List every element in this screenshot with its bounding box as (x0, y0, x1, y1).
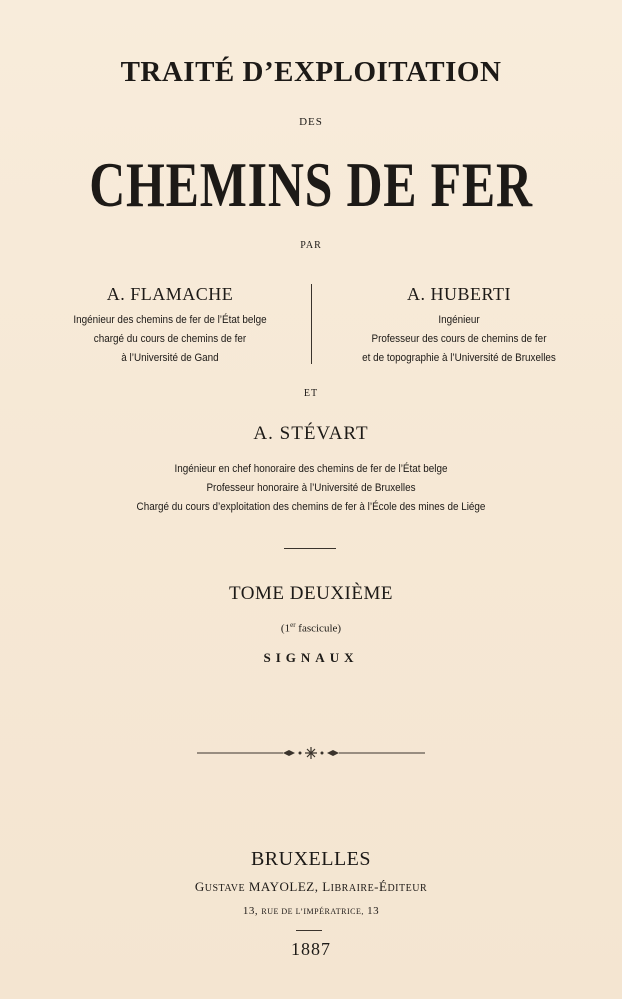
address-number: 13 (367, 905, 380, 917)
volume-title: TOME DEUXIÈME (229, 583, 393, 604)
address-number: 13, (242, 905, 259, 917)
by-label: PAR (300, 240, 322, 251)
and-label: ET (303, 388, 319, 399)
fascicle-superscript: er (290, 621, 296, 629)
author-name: A. FLAMACHE (106, 284, 234, 304)
author-huberti (325, 284, 593, 368)
fascicle-label: (1er fascicule) (280, 621, 342, 635)
imprint-rule (296, 930, 322, 931)
author-stevart-credentials (0, 460, 622, 517)
author-divider (311, 284, 312, 364)
fascicle-number: 1 (284, 622, 291, 635)
author-credential: Professeur des cours de chemins de fer (371, 333, 547, 345)
imprint-year: 1887 (291, 939, 331, 959)
section-rule (284, 548, 336, 549)
address-street: RUE DE L’IMPÉRATRICE, (261, 907, 364, 916)
imprint-publisher (0, 879, 622, 895)
author-credential: chargé du cours de chemins de fer (93, 333, 247, 345)
title-connector: DES (299, 116, 323, 128)
title-line-2: CHEMINS DE FER (89, 149, 533, 220)
author-credential: Ingénieur en chef honoraire des chemins de fer de l’État belge (174, 463, 448, 475)
author-stevart-name: A. STÉVART (253, 423, 369, 444)
author-flamache (40, 284, 300, 368)
author-credential: Chargé du cours d’exploitation des chemins de fer à l’École des mines de Liége (136, 501, 486, 513)
ornament-divider-icon (197, 745, 425, 761)
publisher-surname: MAYOLEZ, (248, 879, 319, 894)
publisher-role2: DITEUR (387, 883, 428, 894)
publisher-initial: G (194, 879, 205, 894)
author-credential: Professeur honoraire à l’Université de Bruxelles (206, 482, 416, 494)
publisher-role2-initial: -É (374, 879, 388, 894)
publisher-firstname: USTAVE (204, 883, 246, 894)
publisher-role-initial: L (322, 879, 331, 894)
author-credential: à l’Université de Gand (121, 352, 219, 364)
fascicle-text: fascicule (298, 622, 338, 635)
author-name: A. HUBERTI (407, 284, 511, 304)
title-line-1: TRAITÉ D’EXPLOITATION (120, 56, 502, 88)
author-credential: Ingénieur (438, 314, 480, 326)
subject-title: SIGNAUX (263, 650, 359, 665)
author-credential: et de topographie à l’Université de Bruxelles (362, 352, 556, 364)
imprint-address (0, 905, 622, 917)
author-credential: Ingénieur des chemins de fer de l’État belge (73, 314, 267, 326)
imprint-city: BRUXELLES (250, 848, 372, 870)
publisher-role: IBRAIRE (330, 883, 375, 894)
